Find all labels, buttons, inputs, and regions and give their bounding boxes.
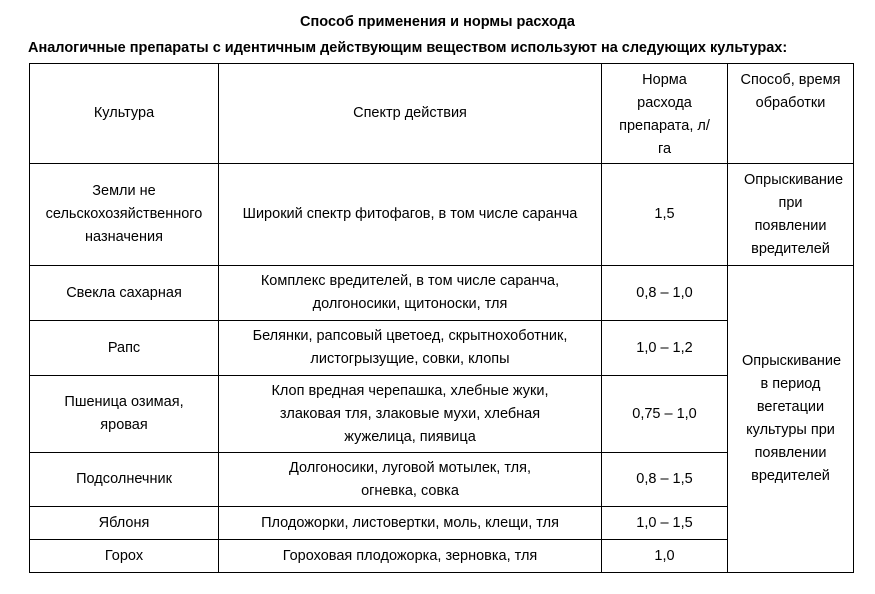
header-rate: [602, 64, 728, 164]
spectrum-cell: Широкий спектр фитофагов, в том числе саранча: [219, 164, 602, 266]
spectrum-cell: [219, 376, 602, 453]
rate-cell: 1,0: [602, 540, 728, 573]
culture-cell: [30, 376, 219, 453]
culture-cell: Горох: [30, 540, 219, 573]
method-cell: [728, 164, 854, 266]
page-title: Способ применения и нормы расхода: [300, 14, 575, 30]
spectrum-text: Долгоносики, луговой мотылек, тля, огневка, совка: [289, 459, 531, 499]
spectrum-cell: [219, 266, 602, 321]
table-row: [30, 266, 854, 321]
culture-text: Пшеница озимая, яровая: [64, 394, 184, 433]
method-text: Опрыскивание при появлении вредителей: [744, 171, 844, 257]
culture-cell: Яблоня: [30, 507, 219, 540]
spectrum-cell: Плодожорки, листовертки, моль, клещи, тля: [219, 507, 602, 540]
spectrum-cell: [219, 453, 602, 507]
spectrum-cell: [219, 321, 602, 376]
header-spectrum: Спектр действия: [219, 64, 602, 164]
rate-cell: 0,8 – 1,5: [602, 453, 728, 507]
header-rate-label: Норма расхода препарата, л/га: [619, 72, 710, 157]
header-method-label: Способ, время обработки: [740, 72, 841, 111]
page-subtitle: Аналогичные препараты с идентичным действующим веществом используют на следующих культурах:: [28, 40, 788, 56]
header-culture: Культура: [30, 64, 219, 164]
spectrum-text: Клоп вредная черепашка, хлебные жуки, злаковая тля, злаковые мухи, хлебная жужелица, пиявица: [271, 382, 549, 445]
table-header-row: [30, 64, 854, 164]
rate-cell: 0,8 – 1,0: [602, 266, 728, 321]
table-row: [30, 164, 854, 266]
rate-cell: 1,0 – 1,2: [602, 321, 728, 376]
rate-cell: 0,75 – 1,0: [602, 376, 728, 453]
rate-cell: 1,5: [602, 164, 728, 266]
spectrum-cell: Гороховая плодожорка, зерновка, тля: [219, 540, 602, 573]
culture-cell: Свекла сахарная: [30, 266, 219, 321]
method-merged-cell: [728, 266, 854, 573]
culture-cell: Рапс: [30, 321, 219, 376]
culture-cell: Земли не сельскохозяйственного назначения: [30, 164, 219, 266]
rate-cell: 1,0 – 1,5: [602, 507, 728, 540]
spectrum-text: Белянки, рапсовый цветоед, скрытнохоботник, листогрызущие, совки, клопы: [252, 328, 568, 367]
method-merged-text: Опрыскивание в период вегетации культуры при появлении вредителей: [742, 353, 842, 484]
application-rates-table: [29, 63, 854, 573]
culture-cell: Подсолнечник: [30, 453, 219, 507]
header-method: [728, 64, 854, 164]
spectrum-text: Комплекс вредителей, в том числе саранча, долгоносики, щитоноски, тля: [260, 273, 560, 312]
